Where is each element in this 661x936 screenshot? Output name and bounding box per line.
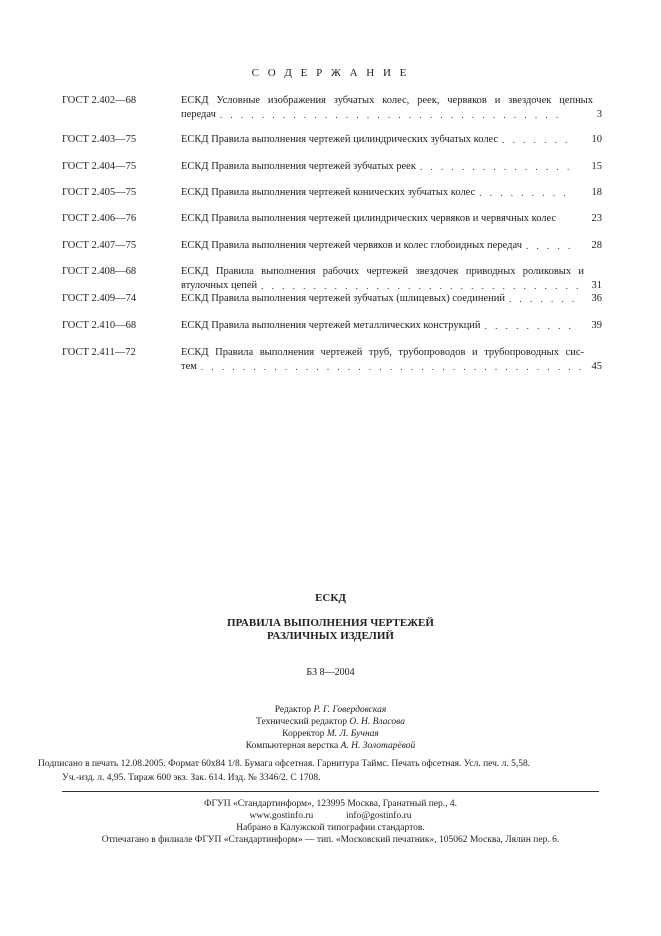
publication-info-line: Подписано в печать 12.08.2005. Формат 60х84 1/8. Бумага офсетная. Гарнитура Таймс. Печать офсетная. Усл. печ. л. 5,58.	[38, 759, 531, 769]
credit-name: А. Н. Золотарёвой	[340, 741, 416, 751]
credit-role: Редактор	[274, 705, 312, 715]
credit-role: Корректор	[282, 729, 325, 739]
toc-entry	[62, 160, 602, 174]
toc-entry-page: 15	[591, 161, 602, 172]
toc-entry	[62, 212, 602, 226]
toc-entry-code: ГОСТ 2.410—68	[62, 320, 137, 331]
toc-leader-dots	[502, 133, 571, 147]
toc-entry-code: ГОСТ 2.406—76	[62, 213, 137, 224]
toc-entry-title: ЕСКД Правила выполнения чертежей цилиндрических зубчатых колес	[181, 134, 499, 145]
divider-rule	[62, 791, 599, 792]
toc-entry-title: ЕСКД Правила выполнения чертежей конических зубчатых колес	[181, 187, 476, 198]
toc-entry-page: 18	[591, 187, 602, 198]
toc-entry	[62, 265, 602, 293]
toc-entry-code: ГОСТ 2.407—75	[62, 240, 137, 251]
toc-entry	[62, 319, 602, 333]
toc-entry-title: ЕСКД Правила выполнения рабочих чертежей звездочек приводных роликовых и	[181, 266, 584, 277]
credit-name: О. Н. Власова	[349, 717, 405, 727]
imprint-series: ЕСКД	[315, 592, 346, 604]
toc-entry-title: ЕСКД Условные изображения зубчатых колес, реек, червяков и звездочек цепных	[181, 95, 593, 106]
toc-entry-title-cont: тем	[181, 361, 197, 372]
toc-entry-page: 23	[591, 213, 602, 224]
toc-entry	[62, 346, 602, 374]
toc-entry-title: ЕСКД Правила выполнения чертежей зубчатых реек	[181, 161, 416, 172]
toc-entry-page: 31	[591, 280, 602, 291]
toc-entry-code: ГОСТ 2.409—74	[62, 293, 137, 304]
toc-entry-title: ЕСКД Правила выполнения чертежей металлических конструкций	[181, 320, 481, 331]
typesetting-note: Набрано в Калужской типографии стандартов.	[236, 823, 425, 833]
toc-leader-dots	[526, 239, 576, 253]
toc-entry-page: 3	[596, 109, 602, 120]
toc-entry-page: 36	[591, 293, 602, 304]
toc-entry	[62, 133, 602, 147]
imprint-title-line: ПРАВИЛА ВЫПОЛНЕНИЯ ЧЕРТЕЖЕЙ	[227, 617, 434, 629]
toc-entry-code: ГОСТ 2.404—75	[62, 161, 137, 172]
credit-name: М. Л. Бучная	[326, 729, 379, 739]
publication-info-line: Уч.-изд. л. 4,95. Тираж 600 экз. Зак. 614. Изд. № 3346/2. С 1708.	[62, 773, 321, 783]
toc-leader-dots	[485, 319, 579, 333]
toc-entry-code: ГОСТ 2.403—75	[62, 134, 137, 145]
toc-entry-title: ЕСКД Правила выполнения чертежей цилиндрических червяков и червячных колес	[181, 213, 557, 224]
toc-entry-code: ГОСТ 2.405—75	[62, 187, 137, 198]
toc-entry	[62, 94, 602, 122]
publisher-email: info@gostinfo.ru	[346, 811, 412, 821]
toc-entry-title-cont: передач	[181, 109, 216, 120]
credit-name: Р. Г. Говердовская	[313, 705, 387, 715]
credit-role: Технический редактор	[256, 717, 347, 727]
imprint-title	[0, 617, 661, 643]
toc-leader-dots	[201, 360, 584, 374]
toc-leader-dots	[509, 292, 579, 306]
toc-entry	[62, 186, 602, 200]
toc-leader-dots	[420, 160, 571, 174]
toc-entry-title: ЕСКД Правила выполнения чертежей труб, трубопроводов и трубопроводных сис-	[181, 347, 584, 358]
toc-entry-code: ГОСТ 2.402—68	[62, 95, 137, 106]
publisher-address: ФГУП «Стандартинформ», 123995 Москва, Гранатный пер., 4.	[203, 799, 458, 809]
credit-layout	[0, 741, 661, 751]
toc-entry-page: 45	[591, 361, 602, 372]
toc-entry-title: ЕСКД Правила выполнения чертежей червяков и колес глобоидных передач	[181, 240, 522, 251]
toc-entry-title-cont: втулочных цепей	[181, 280, 258, 291]
toc-entry-code: ГОСТ 2.411—72	[62, 347, 136, 358]
credit-proofreader	[0, 729, 661, 739]
toc-entry-page: 10	[591, 134, 602, 145]
credit-role: Компьютерная верстка	[245, 741, 339, 751]
toc-entry-page: 28	[591, 240, 602, 251]
toc-entry-title: ЕСКД Правила выполнения чертежей зубчатых (шлицевых) соединений	[181, 293, 506, 304]
publisher-contacts	[0, 810, 661, 822]
toc-leader-dots	[220, 108, 564, 122]
toc-leader-dots	[479, 186, 571, 200]
toc-entry	[62, 239, 602, 253]
toc-entry	[62, 292, 602, 306]
credit-editor	[0, 705, 661, 715]
toc-heading: С О Д Е Р Ж А Н И Е	[251, 67, 410, 79]
credit-tech-editor	[0, 717, 661, 727]
toc-entry-page: 39	[591, 320, 602, 331]
imprint-title-line: РАЗЛИЧНЫХ ИЗДЕЛИЙ	[267, 630, 394, 642]
toc-leader-dots	[261, 279, 584, 293]
printing-note: Отпечатано в филиале ФГУП «Стандартинформ» — тип. «Московский печатник», 105062 Москва, Лялин пер. 6.	[101, 835, 560, 845]
publisher-website: www.gostinfo.ru	[249, 811, 314, 821]
publication-info	[38, 757, 628, 785]
toc-entry-code: ГОСТ 2.408—68	[62, 266, 137, 277]
imprint-bz-number: БЗ 8—2004	[306, 667, 355, 678]
